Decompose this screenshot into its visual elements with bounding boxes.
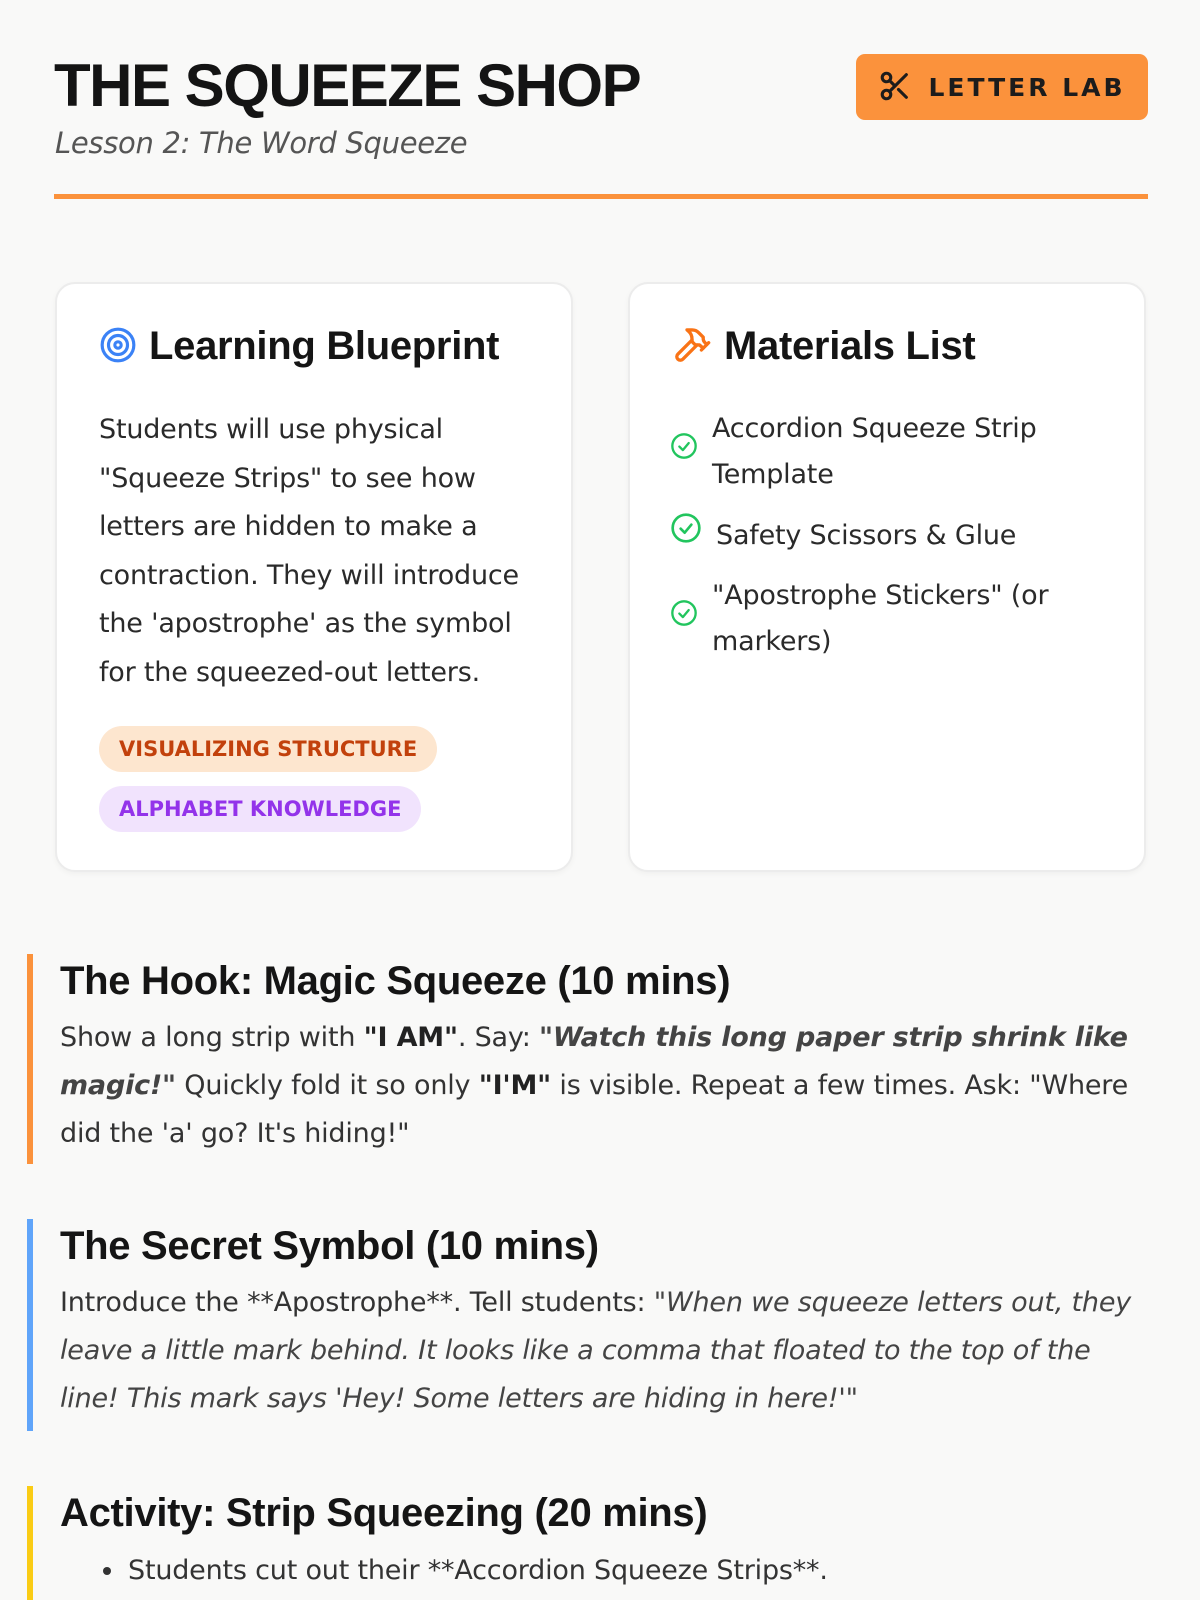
learning-blueprint-card xyxy=(55,282,573,872)
section-title: Activity: Strip Squeezing (20 mins) xyxy=(60,1491,708,1535)
hammer-icon xyxy=(672,325,712,369)
materials-title: Materials List xyxy=(724,324,976,368)
lesson-subtitle: Lesson 2: The Word Squeeze xyxy=(55,126,468,160)
check-circle-icon xyxy=(670,429,698,475)
header-divider xyxy=(54,194,1148,199)
body-bold: "I AM" xyxy=(363,1022,458,1053)
body-text: Quickly fold it so only xyxy=(175,1070,479,1101)
body-text: Show a long strip with xyxy=(60,1022,364,1053)
activity-steps xyxy=(60,1548,1157,1594)
list-item xyxy=(670,573,1120,665)
list-item xyxy=(670,406,1120,498)
materials-heading xyxy=(672,324,975,369)
section-activity xyxy=(27,1486,1157,1600)
page-title: THE SQUEEZE SHOP xyxy=(54,52,641,119)
materials-list-card xyxy=(628,282,1146,872)
body-quote: "Watch this long paper strip shrink like magic!" xyxy=(60,1022,1128,1101)
section-title: The Secret Symbol (10 mins) xyxy=(60,1224,599,1268)
section-body xyxy=(60,1014,1157,1158)
body-bold: "I'M" xyxy=(478,1070,552,1101)
scissors-icon xyxy=(878,69,912,106)
materials-list xyxy=(670,406,1120,679)
tag-visualizing-structure: VISUALIZING STRUCTURE xyxy=(99,726,437,772)
material-item-text: "Apostrophe Stickers" (or markers) xyxy=(712,580,1049,657)
list-item: • Students cut out their **Accordion Squeeze Strips**. xyxy=(126,1548,1157,1594)
body-quote: "When we squeeze letters out, they leave a little mark behind. It looks like a comma that floated to the top of the line! This mark says 'Hey! Some letters are hiding in here!'" xyxy=(60,1287,1132,1414)
blueprint-description: Students will use physical "Squeeze Strips" to see how letters are hidden to make a contraction. They will introduce the 'apostrophe' as the symbol for the squeezed-out letters. xyxy=(99,414,519,688)
letter-lab-button[interactable] xyxy=(856,54,1148,120)
body-text: is visible. Repeat a few times. Ask: "Where did the 'a' go? It's hiding!" xyxy=(60,1070,1129,1149)
body-text: . Say: xyxy=(457,1022,539,1053)
page-header xyxy=(54,52,1148,200)
check-circle-icon xyxy=(670,512,702,559)
list-item xyxy=(670,512,1120,559)
section-body xyxy=(60,1279,1157,1423)
letter-lab-label: LETTER LAB xyxy=(928,72,1126,102)
blueprint-title: Learning Blueprint xyxy=(149,324,500,368)
section-secret-symbol xyxy=(27,1219,1157,1431)
tag-alphabet-knowledge: ALPHABET KNOWLEDGE xyxy=(99,786,421,832)
section-hook xyxy=(27,954,1157,1164)
check-circle-icon xyxy=(670,596,698,642)
target-icon xyxy=(99,326,137,368)
blueprint-heading xyxy=(99,324,499,369)
material-item-text: Safety Scissors & Glue xyxy=(716,519,1017,551)
section-title: The Hook: Magic Squeeze (10 mins) xyxy=(60,959,731,1003)
body-text: Introduce the **Apostrophe**. Tell students: xyxy=(60,1287,654,1318)
material-item-text: Accordion Squeeze Strip Template xyxy=(712,413,1037,490)
